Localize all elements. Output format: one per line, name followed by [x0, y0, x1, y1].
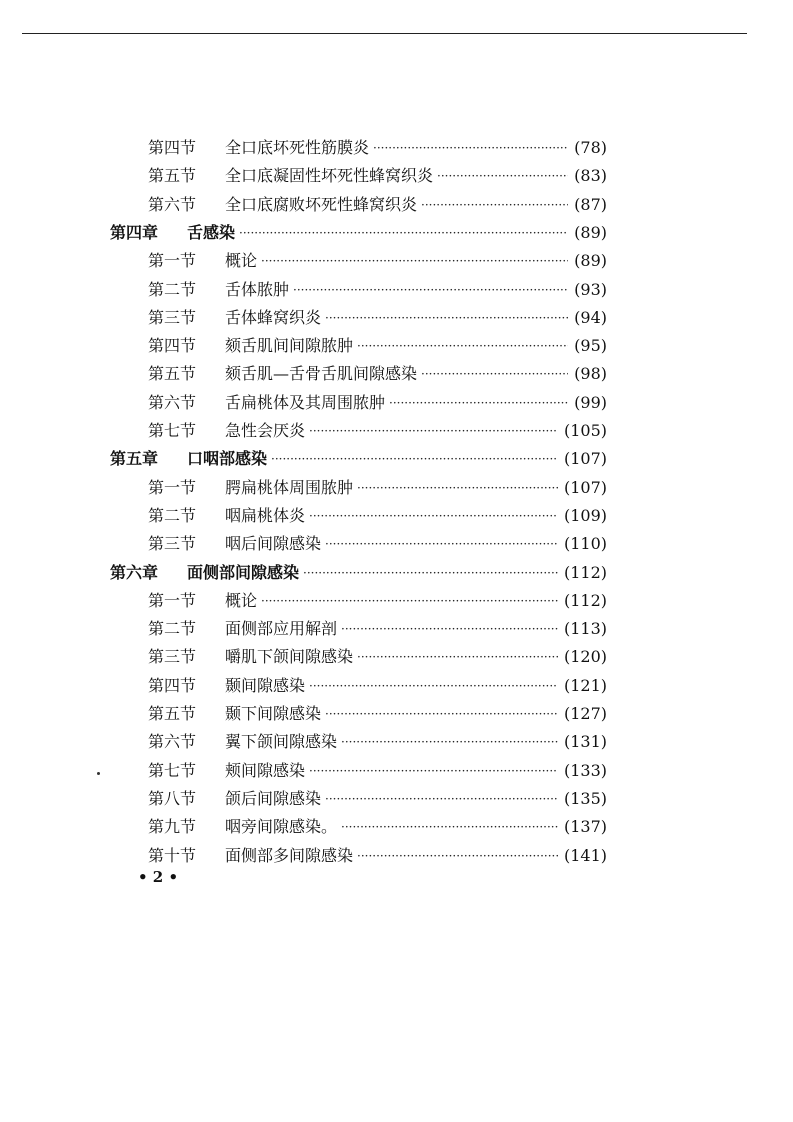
toc-entry-page: (141) — [563, 845, 607, 865]
toc-section-row[interactable] — [148, 643, 607, 671]
toc-entry-page: (87) — [574, 194, 607, 214]
toc-entry-page: (112) — [563, 562, 607, 582]
toc-section-row[interactable] — [148, 304, 607, 332]
dot-leader — [261, 247, 568, 275]
toc-entry-page: (113) — [563, 619, 607, 639]
dot-leader — [421, 191, 568, 219]
toc-entry-number: 第五节 — [148, 364, 197, 384]
toc-entry-number: 第六章 — [110, 562, 159, 582]
toc-entry-title: 全口底腐败坏死性蜂窝织炎 — [225, 194, 418, 214]
toc-section-row[interactable] — [148, 615, 607, 643]
toc-entry-page: (110) — [563, 534, 607, 554]
toc-entry-number: 第四节 — [148, 336, 197, 356]
toc-section-row[interactable] — [148, 785, 607, 813]
toc-entry-page: (109) — [563, 505, 607, 525]
toc-entry-number: 第七节 — [148, 421, 197, 440]
dot-leader — [421, 360, 568, 388]
toc-entry-title: 概论 — [225, 251, 258, 271]
toc-entry-page: (95) — [574, 336, 607, 356]
toc-entry-number: 第六节 — [148, 392, 197, 412]
dot-leader — [325, 304, 568, 332]
dot-leader — [357, 332, 568, 360]
toc-entry-page: (133) — [563, 760, 607, 780]
toc-entry-number: 第九节 — [148, 817, 197, 837]
dot-leader — [357, 474, 558, 502]
toc-section-row[interactable] — [148, 842, 607, 870]
toc-entry-title: 咽后间隙感染 — [225, 534, 322, 554]
toc-entry-number: 第二节 — [148, 619, 197, 639]
dot-leader — [341, 813, 558, 841]
dot-leader — [341, 728, 558, 756]
toc-entry-number: 第十节 — [148, 845, 197, 865]
dot-leader — [357, 643, 558, 671]
dot-leader — [239, 219, 568, 247]
dot-leader — [309, 757, 558, 785]
dot-leader — [341, 615, 558, 643]
toc-entry-page: (89) — [574, 251, 607, 271]
toc-entry-page: (83) — [574, 166, 607, 186]
toc-entry-title: 舌体脓肿 — [225, 279, 290, 299]
toc-section-row[interactable] — [148, 191, 607, 219]
toc-entry-page: (121) — [563, 675, 607, 695]
toc-entry-title: 面侧部多间隙感染 — [225, 845, 354, 865]
dot-leader — [389, 389, 568, 417]
toc-chapter-row[interactable] — [110, 559, 607, 587]
toc-section-row[interactable] — [148, 728, 607, 756]
toc-section-row[interactable] — [148, 474, 607, 502]
toc-section-row[interactable] — [148, 417, 607, 445]
toc-entry-page: (107) — [563, 477, 607, 497]
toc-entry-title: 颏舌肌间间隙脓肿 — [225, 336, 354, 356]
toc-section-row[interactable] — [148, 502, 607, 530]
toc-entry-title: 全口底坏死性筋膜炎 — [225, 138, 370, 157]
toc-section-row[interactable] — [148, 587, 607, 615]
dot-leader — [293, 276, 568, 304]
toc-entry-title: 口咽部感染 — [187, 449, 268, 469]
page-number: • 2 • — [138, 868, 179, 886]
toc-entry-number: 第三节 — [148, 534, 197, 554]
toc-entry-page: (89) — [574, 222, 607, 242]
toc-entry-title: 舌扁桃体及其周围脓肿 — [225, 392, 386, 412]
toc-section-row[interactable] — [148, 389, 607, 417]
toc-section-row[interactable] — [148, 332, 607, 360]
toc-section-row[interactable] — [148, 247, 607, 275]
toc-entry-number: 第八节 — [148, 788, 197, 808]
toc-entry-title: 嚼肌下颌间隙感染 — [225, 647, 354, 667]
toc-section-row[interactable] — [148, 276, 607, 304]
toc-entry-number: 第六节 — [148, 194, 197, 214]
dot-leader — [261, 587, 558, 615]
toc-entry-number: 第七节 — [148, 760, 197, 780]
toc-entry-page: (93) — [574, 279, 607, 299]
dot-leader — [325, 700, 558, 728]
toc-chapter-row[interactable] — [110, 445, 607, 473]
toc-entry-number: 第四节 — [148, 675, 197, 695]
toc-entry-page: (131) — [563, 732, 607, 752]
dot-leader — [325, 785, 558, 813]
toc-entry-title: 颊间隙感染 — [225, 760, 306, 780]
toc-entry-title: 面侧部应用解剖 — [225, 619, 338, 639]
toc-entry-number: 第五节 — [148, 166, 197, 186]
toc-entry-title: 颞下间隙感染 — [225, 704, 322, 723]
toc-entry-number: 第一节 — [148, 251, 197, 271]
dot-leader — [357, 842, 558, 870]
toc-entry-title: 颏舌肌—舌骨舌肌间隙感染 — [225, 364, 418, 384]
toc-entry-page: (112) — [563, 590, 607, 610]
toc-entry-number: 第三节 — [148, 307, 197, 327]
toc-entry-number: 第六节 — [148, 732, 197, 752]
dot-leader — [373, 134, 568, 162]
toc-entry-page: (78) — [574, 138, 607, 157]
toc-entry-title: 颞间隙感染 — [225, 675, 306, 695]
dot-leader — [309, 417, 558, 445]
scan-speck — [97, 772, 100, 775]
toc-entry-page: (94) — [574, 307, 607, 327]
toc-entry-page: (137) — [563, 817, 607, 837]
toc-entry-number: 第五章 — [110, 449, 159, 469]
toc-entry-title: 腭扁桃体周围脓肿 — [225, 477, 354, 497]
toc-entry-page: (107) — [563, 449, 607, 469]
dot-leader — [325, 530, 558, 558]
dot-leader — [303, 559, 558, 587]
toc-entry-page: (98) — [574, 364, 607, 384]
toc-entry-page: (135) — [563, 788, 607, 808]
toc-entry-title: 咽旁间隙感染。 — [225, 817, 338, 837]
toc-entry-title: 概论 — [225, 590, 258, 610]
toc-section-row[interactable] — [148, 700, 607, 728]
toc-entry-title: 颌后间隙感染 — [225, 788, 322, 808]
toc-section-row[interactable] — [148, 813, 607, 841]
toc-section-row[interactable] — [148, 672, 607, 700]
toc-entry-number: 第四章 — [110, 222, 159, 242]
toc-entry-title: 全口底凝固性坏死性蜂窝织炎 — [225, 166, 434, 186]
toc-entry-number: 第二节 — [148, 279, 197, 299]
dot-leader — [437, 162, 568, 190]
toc-entry-title: 舌体蜂窝织炎 — [225, 307, 322, 327]
toc-entry-number: 第二节 — [148, 505, 197, 525]
toc-section-row[interactable] — [148, 360, 607, 388]
toc-entry-title: 咽扁桃体炎 — [225, 505, 306, 525]
dot-leader — [271, 445, 558, 473]
toc-section-row[interactable] — [148, 134, 607, 162]
toc-entry-number: 第三节 — [148, 647, 197, 667]
toc-entry-title: 面侧部间隙感染 — [187, 562, 300, 582]
toc-entry-title: 急性会厌炎 — [225, 421, 306, 440]
toc-entry-page: (127) — [563, 704, 607, 723]
toc-entry-number: 第四节 — [148, 138, 197, 157]
toc-entry-title: 翼下颌间隙感染 — [225, 732, 338, 752]
toc-entry-number: 第一节 — [148, 477, 197, 497]
toc-section-row[interactable] — [148, 162, 607, 190]
toc-entry-page: (105) — [563, 421, 607, 440]
top-rule — [22, 33, 747, 34]
toc-entry-number: 第一节 — [148, 590, 197, 610]
toc-entry-title: 舌感染 — [187, 222, 236, 242]
toc-chapter-row[interactable] — [110, 219, 607, 247]
dot-leader — [309, 502, 558, 530]
toc-entry-page: (99) — [574, 392, 607, 412]
toc-section-row[interactable] — [148, 757, 607, 785]
toc-entry-page: (120) — [563, 647, 607, 667]
toc-entry-number: 第五节 — [148, 704, 197, 723]
toc-section-row[interactable] — [148, 530, 607, 558]
dot-leader — [309, 672, 558, 700]
